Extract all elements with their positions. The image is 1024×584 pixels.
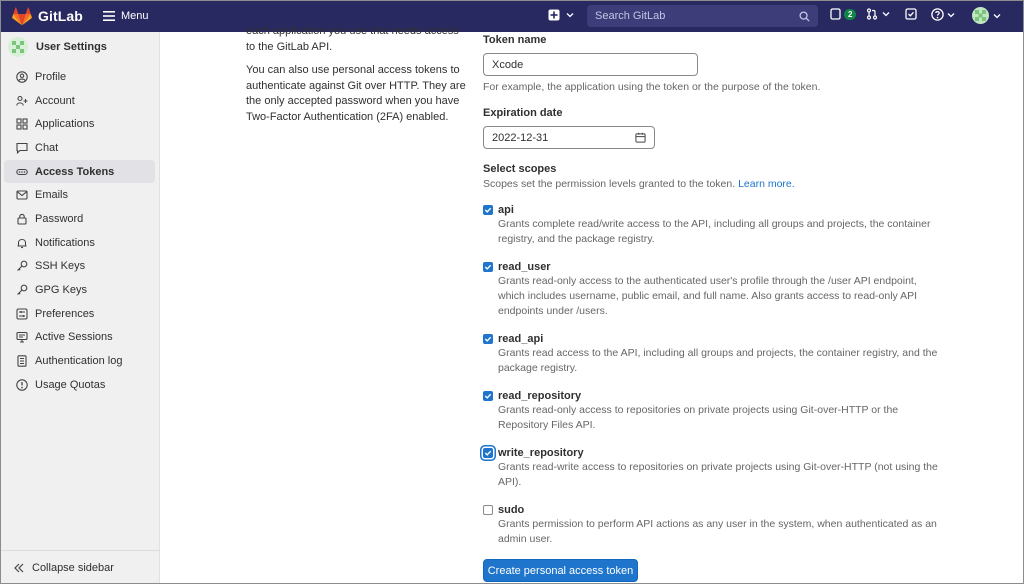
sidebar-item-preferences[interactable] [4, 302, 155, 326]
scopes-help-text: Scopes set the permission levels granted to the token. [483, 178, 736, 190]
expiration-date-label: Expiration date [483, 107, 563, 119]
sidebar-item-label: Usage Quotas [35, 378, 106, 391]
todos-button[interactable] [905, 8, 917, 20]
scope-name: sudo [498, 504, 525, 516]
scope-read-repository [483, 390, 943, 433]
checkmark-icon [484, 263, 492, 271]
sidebar-item-profile[interactable] [4, 65, 155, 89]
scope-name: api [498, 204, 514, 216]
sidebar-item-emails[interactable] [4, 183, 155, 207]
applications-icon [16, 118, 28, 130]
sidebar-item-label: Emails [35, 189, 69, 202]
brand-name: GitLab [38, 8, 83, 24]
email-icon [16, 189, 28, 201]
sidebar-item-label: Profile [35, 70, 67, 83]
sidebar-item-applications[interactable] [4, 112, 155, 136]
issues-icon [830, 8, 842, 20]
description-paragraph: each application you use that needs access to the GitLab API. [246, 25, 459, 53]
scope-sudo [483, 504, 943, 547]
help-icon [931, 8, 944, 21]
scope-write-repository-checkbox[interactable] [483, 448, 493, 458]
sidebar-item-gpg-keys[interactable] [4, 278, 155, 302]
checkmark-icon [484, 449, 492, 457]
token-icon [16, 166, 28, 178]
scope-description: Grants read access to the API, including all groups and projects, the container registry, and the package registry. [498, 347, 938, 374]
sidebar-item-label: Active Sessions [35, 331, 113, 344]
sidebar-item-access-tokens[interactable] [4, 160, 155, 184]
scope-description: Grants read-only access to repositories on private projects using Git-over-HTTP or the Repository Files API. [498, 404, 899, 431]
sidebar-item-label: Password [35, 212, 84, 225]
learn-more-link[interactable]: Learn more. [738, 178, 795, 190]
sidebar-item-ssh-keys[interactable] [4, 255, 155, 279]
chevron-down-icon [882, 11, 890, 17]
lock-icon [16, 213, 28, 225]
user-avatar [972, 7, 989, 24]
sidebar-item-label: Notifications [35, 236, 95, 249]
scope-read-api-checkbox[interactable] [483, 334, 493, 344]
scope-read-user [483, 261, 943, 319]
scope-description: Grants read-only access to the authenticated user's profile through the /user API endpoint, which includes username, public email, and full name. Also grants access to read-only API endpoints under /users. [498, 275, 918, 317]
gitlab-logo-icon [12, 7, 32, 26]
sidebar-item-password[interactable] [4, 207, 155, 231]
search-box[interactable] [587, 5, 818, 27]
scope-sudo-checkbox[interactable] [483, 505, 493, 515]
sidebar-item-label: Preferences [35, 307, 95, 320]
todo-check-icon [905, 8, 917, 20]
calendar-icon[interactable] [635, 132, 646, 143]
scope-description: Grants read-write access to repositories on private projects using Git-over-HTTP (not using the API). [498, 461, 938, 488]
sidebar-item-usage-quotas[interactable] [4, 373, 155, 397]
gitlab-home-link[interactable] [12, 7, 83, 26]
sidebar-item-active-sessions[interactable] [4, 326, 155, 350]
select-scopes-label: Select scopes [483, 163, 557, 175]
sidebar-item-notifications[interactable] [4, 231, 155, 255]
sidebar-item-label: Account [35, 94, 75, 107]
sidebar-item-label: Access Tokens [35, 165, 115, 178]
settings-sidebar [0, 32, 160, 584]
search-icon [799, 11, 810, 22]
collapse-sidebar-button[interactable] [0, 550, 160, 584]
scope-name: write_repository [498, 447, 584, 459]
scope-read-repository-checkbox[interactable] [483, 391, 493, 401]
help-button[interactable] [931, 8, 955, 21]
scope-description: Grants permission to perform API actions as any user in the system, when authenticated as an admin user. [498, 518, 937, 545]
sidebar-header[interactable] [0, 32, 159, 62]
menu-button[interactable] [103, 10, 149, 22]
plus-square-icon [548, 9, 560, 21]
user-settings-avatar-icon [8, 37, 28, 57]
token-name-value: Xcode [492, 58, 524, 71]
scope-read-user-checkbox[interactable] [483, 262, 493, 272]
menu-label: Menu [120, 10, 149, 22]
new-dropdown-button[interactable] [548, 9, 574, 21]
chevron-down-icon [993, 13, 1001, 19]
scope-read-api [483, 333, 943, 376]
sidebar-item-label: GPG Keys [35, 284, 87, 297]
quota-icon [16, 379, 28, 391]
collapse-sidebar-label: Collapse sidebar [32, 561, 114, 574]
scope-api [483, 204, 943, 247]
search-input[interactable] [595, 10, 785, 22]
token-name-help: For example, the application using the token or the purpose of the token. [483, 81, 821, 93]
account-icon [16, 95, 28, 107]
checkmark-icon [484, 392, 492, 400]
token-name-label: Token name [483, 34, 547, 46]
description-paragraph: You can also use personal access tokens to authenticate against Git over HTTP. They are the only accepted password when you have Two-Factor Authentication (2FA) enabled. [246, 64, 466, 123]
monitor-icon [16, 331, 28, 343]
chevron-down-icon [947, 12, 955, 18]
key-icon [16, 260, 28, 272]
merge-requests-button[interactable] [866, 8, 890, 20]
double-chevron-left-icon [14, 563, 24, 573]
sidebar-item-account[interactable] [4, 89, 155, 113]
sidebar-nav [0, 65, 159, 397]
bell-icon [16, 237, 28, 249]
scope-description: Grants complete read/write access to the API, including all groups and projects, the container registry, and the package registry. [498, 218, 931, 245]
checkmark-icon [484, 335, 492, 343]
sidebar-item-label: Applications [35, 118, 95, 131]
scope-write-repository [483, 447, 943, 490]
scope-name: read_repository [498, 390, 582, 402]
profile-icon [16, 71, 28, 83]
expiration-date-value: 2022-12-31 [492, 131, 549, 144]
merge-request-icon [866, 8, 878, 20]
expiration-date-input[interactable] [483, 126, 655, 149]
chat-icon [16, 142, 28, 154]
sidebar-item-authentication-log[interactable] [4, 349, 155, 373]
scope-name: read_user [498, 261, 551, 273]
sidebar-item-label: Authentication log [35, 355, 123, 368]
scope-api-checkbox[interactable] [483, 205, 493, 215]
key-icon [16, 284, 28, 296]
top-navbar [0, 0, 1024, 32]
token-description [246, 24, 468, 133]
sidebar-title: User Settings [36, 41, 107, 53]
user-menu-button[interactable] [972, 7, 1001, 24]
chevron-down-icon [566, 12, 574, 18]
preferences-icon [16, 308, 28, 320]
sidebar-item-label: Chat [35, 141, 59, 154]
issues-count-badge: 2 [844, 9, 856, 20]
scope-name: read_api [498, 333, 544, 345]
token-name-input[interactable] [483, 53, 698, 76]
hamburger-icon [103, 11, 115, 21]
scopes-help [483, 178, 795, 190]
checkmark-icon [484, 206, 492, 214]
log-icon [16, 355, 28, 367]
sidebar-item-chat[interactable] [4, 136, 155, 160]
create-token-button[interactable]: Create personal access token [483, 559, 638, 582]
issues-button[interactable] [830, 8, 856, 20]
sidebar-item-label: SSH Keys [35, 260, 86, 273]
